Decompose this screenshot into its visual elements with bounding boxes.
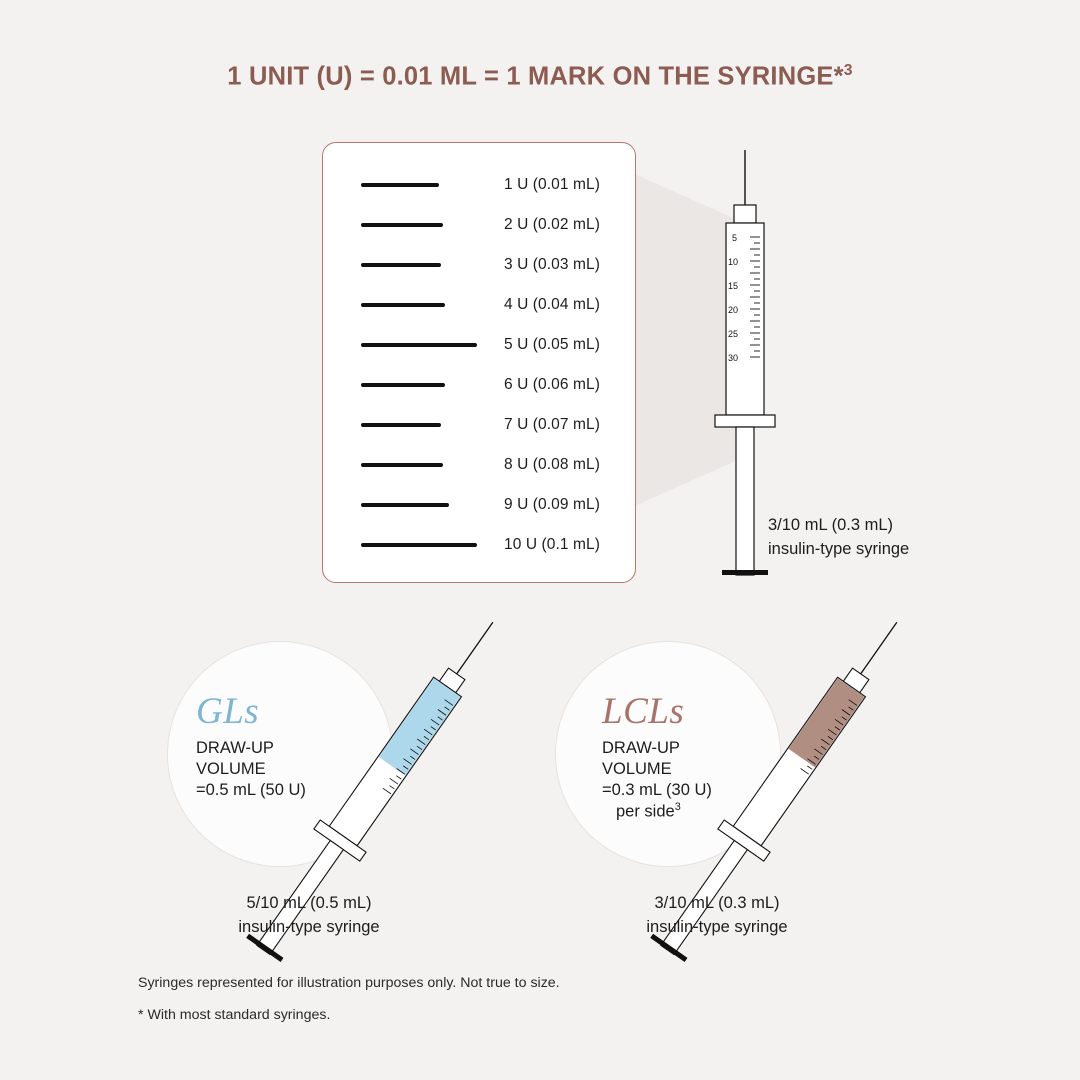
footnote-illustration: Syringes represented for illustration purposes only. Not true to size. — [138, 975, 560, 991]
unit-label: 3 U (0.03 mL) — [503, 256, 601, 273]
unit-label: 10 U (0.1 mL) — [503, 536, 601, 553]
page-title — [0, 62, 1080, 92]
draw-up-volume-gls — [196, 738, 306, 801]
units-reference-card — [322, 142, 636, 583]
product-name-lcls: LCLs — [602, 691, 685, 732]
product-name-gls: GLs — [196, 691, 260, 732]
syringe-caption-lcls-line1: 3/10 mL (0.3 mL) — [654, 894, 780, 912]
syringe-scale-label: 30 — [728, 353, 739, 363]
unit-label: 8 U (0.08 mL) — [503, 456, 601, 473]
draw-up-line4-superscript-lcls: 3 — [674, 800, 681, 813]
unit-row — [323, 485, 637, 525]
syringe-scale-label: 15 — [728, 281, 739, 291]
unit-label: 1 U (0.01 mL) — [503, 176, 601, 193]
draw-up-line1-gls: DRAW-UP — [196, 739, 274, 757]
unit-label: 4 U (0.04 mL) — [503, 296, 601, 313]
draw-up-line2-gls: VOLUME — [196, 759, 266, 778]
page-title-superscript: 3 — [843, 62, 853, 79]
footnote-standard-syringes: * With most standard syringes. — [138, 1006, 331, 1023]
unit-tick-mark — [361, 503, 449, 507]
unit-row — [323, 245, 637, 285]
unit-tick-mark — [361, 183, 439, 187]
unit-row — [323, 325, 637, 365]
draw-up-line3-lcls: =0.3 mL (30 U) — [602, 780, 712, 799]
unit-row — [323, 285, 637, 325]
unit-label: 6 U (0.06 mL) — [503, 376, 601, 393]
unit-tick-mark — [361, 423, 441, 427]
unit-tick-mark — [361, 463, 443, 467]
draw-up-line4-lcls — [602, 801, 712, 822]
unit-row — [323, 405, 637, 445]
unit-tick-mark — [361, 303, 445, 307]
unit-label: 5 U (0.05 mL) — [503, 336, 601, 353]
syringe-caption-gls-line2: insulin-type syringe — [238, 917, 380, 936]
unit-label: 9 U (0.09 mL) — [503, 496, 601, 513]
draw-up-line4-text-lcls: per side — [616, 802, 675, 821]
syringe-scale-label: 5 — [732, 233, 738, 243]
syringe-scale-label: 20 — [728, 305, 739, 315]
unit-tick-mark — [361, 263, 441, 267]
unit-tick-mark — [361, 223, 443, 227]
draw-up-volume-lcls — [602, 738, 712, 822]
syringe-scale-label: 25 — [728, 329, 739, 339]
unit-row — [323, 525, 637, 565]
unit-label: 7 U (0.07 mL) — [503, 416, 601, 433]
draw-up-line1-lcls: DRAW-UP — [602, 739, 680, 757]
unit-row — [323, 205, 637, 245]
syringe-caption-gls-line1: 5/10 mL (0.5 mL) — [246, 894, 372, 912]
unit-label: 2 U (0.02 mL) — [503, 216, 601, 233]
unit-row — [323, 165, 637, 205]
syringe-caption-gls — [214, 892, 404, 940]
page-title-text: 1 UNIT (U) = 0.01 ML = 1 MARK ON THE SYRINGE* — [227, 62, 844, 91]
footnotes — [138, 976, 560, 1023]
draw-up-line2-lcls: VOLUME — [602, 759, 672, 778]
unit-tick-mark — [361, 343, 477, 347]
syringe-top-caption-line1: 3/10 mL (0.3 mL) — [768, 516, 894, 534]
unit-tick-mark — [361, 543, 477, 547]
syringe-caption-lcls-line2: insulin-type syringe — [646, 917, 788, 936]
unit-row — [323, 365, 637, 405]
syringe-top-caption-line2: insulin-type syringe — [768, 539, 910, 558]
syringe-caption-lcls — [622, 892, 812, 940]
unit-tick-mark — [361, 383, 445, 387]
syringe-top-caption — [768, 514, 909, 562]
unit-row — [323, 445, 637, 485]
syringe-scale-label: 10 — [728, 257, 739, 267]
draw-up-line3-gls: =0.5 mL (50 U) — [196, 780, 306, 799]
